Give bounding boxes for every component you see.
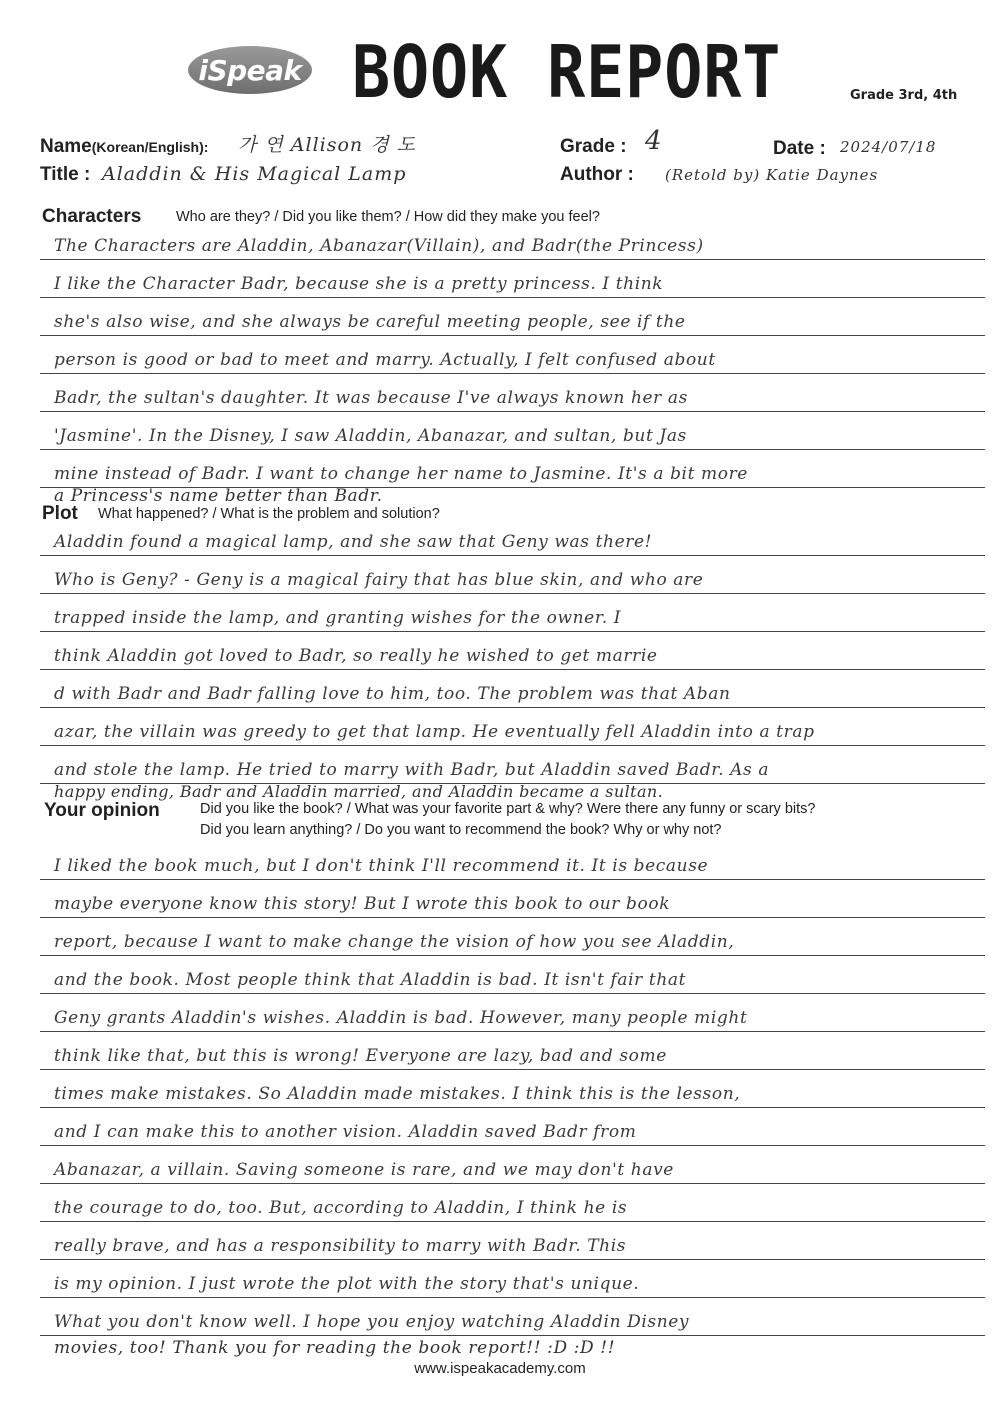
answer-line xyxy=(40,746,985,784)
answer-text: Aladdin found a magical lamp, and she saw that Geny was there! xyxy=(54,532,653,552)
answer-line xyxy=(40,298,985,336)
answer-text: Abanazar, a villain. Saving someone is rare, and we may don't have xyxy=(54,1160,674,1180)
answer-line xyxy=(40,632,985,670)
opinion-prompt-1: Did you like the book? / What was your favorite part & why? Were there any funny or scary bits? xyxy=(200,801,816,817)
grade-value: 4 xyxy=(645,126,663,156)
answer-line xyxy=(40,260,985,298)
answer-line xyxy=(40,336,985,374)
answer-line xyxy=(40,1184,985,1222)
answer-line xyxy=(40,594,985,632)
plot-prompt: What happened? / What is the problem and solution? xyxy=(98,506,440,522)
answer-line xyxy=(40,708,985,746)
grade-label: Grade : xyxy=(560,136,627,157)
answer-text: think like that, but this is wrong! Everyone are lazy, bad and some xyxy=(54,1046,667,1066)
opinion-section-title: Your opinion xyxy=(44,800,160,821)
plot-section-title: Plot xyxy=(42,503,78,524)
name-value: 가 연 Allison 경 도 xyxy=(238,134,416,156)
author-value: (Retold by) Katie Daynes xyxy=(665,166,879,184)
answer-line xyxy=(40,556,985,594)
name-label xyxy=(40,136,208,158)
answer-text: d with Badr and Badr falling love to him, too. The problem was that Aban xyxy=(54,684,731,704)
name-label-text: Name xyxy=(40,136,92,157)
answer-text: times make mistakes. So Aladdin made mistakes. I think this is the lesson, xyxy=(54,1084,741,1104)
answer-line xyxy=(40,670,985,708)
name-sublabel: (Korean/English): xyxy=(91,139,209,155)
page-title: BOOK REPORT xyxy=(352,30,782,114)
answer-text: trapped inside the lamp, and granting wishes for the owner. I xyxy=(54,608,622,628)
answer-text: What you don't know well. I hope you enjoy watching Aladdin Disney xyxy=(54,1312,690,1332)
title-label: Title : xyxy=(40,164,91,185)
title-value: Aladdin & His Magical Lamp xyxy=(102,163,407,185)
answer-text: Geny grants Aladdin's wishes. Aladdin is bad. However, many people might xyxy=(54,1008,748,1028)
answer-text: and the book. Most people think that Aladdin is bad. It isn't fair that xyxy=(54,970,687,990)
answer-text: azar, the villain was greedy to get that lamp. He eventually fell Aladdin into a trap xyxy=(54,722,815,742)
answer-line xyxy=(40,956,985,994)
answer-text: report, because I want to make change the vision of how you see Aladdin, xyxy=(54,932,735,952)
answer-line xyxy=(40,1032,985,1070)
answer-text: think Aladdin got loved to Badr, so really he wished to get marrie xyxy=(54,646,658,666)
answer-line xyxy=(40,1108,985,1146)
opinion-last-line xyxy=(54,1338,974,1358)
answer-text: a Princess's name better than Badr. xyxy=(54,486,383,506)
answer-line xyxy=(40,1070,985,1108)
answer-text: is my opinion. I just wrote the plot with the story that's unique. xyxy=(54,1274,640,1294)
answer-text: mine instead of Badr. I want to change her name to Jasmine. It's a bit more xyxy=(54,464,748,484)
characters-overflow-line xyxy=(54,486,954,506)
plot-overflow-line xyxy=(54,782,994,801)
answer-line xyxy=(40,374,985,412)
answer-line xyxy=(40,880,985,918)
answer-line xyxy=(40,222,985,260)
answer-text: the courage to do, too. But, according to Aladdin, I think he is xyxy=(54,1198,628,1218)
answer-text: 'Jasmine'. In the Disney, I saw Aladdin, Abanazar, and sultan, but Jas xyxy=(54,426,687,446)
opinion-answer-lines xyxy=(40,842,985,1336)
opinion-prompt-2: Did you learn anything? / Do you want to recommend the book? Why or why not? xyxy=(200,822,722,838)
answer-line xyxy=(40,1222,985,1260)
answer-line xyxy=(40,994,985,1032)
answer-text: she's also wise, and she always be careful meeting people, see if the xyxy=(54,312,686,332)
answer-text: happy ending, Badr and Aladdin married, and Aladdin became a sultan. xyxy=(54,782,664,801)
characters-prompt: Who are they? / Did you like them? / How did they make you feel? xyxy=(176,209,600,225)
answer-line xyxy=(40,518,985,556)
date-value: 2024/07/18 xyxy=(840,138,937,156)
answer-text: really brave, and has a responsibility to marry with Badr. This xyxy=(54,1236,627,1256)
answer-text: Badr, the sultan's daughter. It was because I've always known her as xyxy=(54,388,688,408)
answer-text: maybe everyone know this story! But I wrote this book to our book xyxy=(54,894,671,914)
answer-line xyxy=(40,1298,985,1336)
answer-text: The Characters are Aladdin, Abanazar(Villain), and Badr(the Princess) xyxy=(54,236,704,256)
answer-line xyxy=(40,450,985,488)
grade-range-tag: Grade 3rd, 4th xyxy=(850,88,958,103)
answer-text: I liked the book much, but I don't think I'll recommend it. It is because xyxy=(54,856,709,876)
answer-line xyxy=(40,1146,985,1184)
plot-answer-lines xyxy=(40,518,985,784)
answer-text: I like the Character Badr, because she is a pretty princess. I think xyxy=(54,274,664,294)
characters-answer-lines xyxy=(40,222,985,488)
footer-website: www.ispeakacademy.com xyxy=(414,1360,586,1377)
answer-text: and stole the lamp. He tried to marry with Badr, but Aladdin saved Badr. As a xyxy=(54,760,770,780)
answer-line xyxy=(40,412,985,450)
answer-text: person is good or bad to meet and marry. Actually, I felt confused about xyxy=(54,350,716,370)
answer-text: Who is Geny? - Geny is a magical fairy that has blue skin, and who are xyxy=(54,570,704,590)
answer-line xyxy=(40,842,985,880)
answer-text: and I can make this to another vision. Aladdin saved Badr from xyxy=(54,1122,637,1142)
answer-line xyxy=(40,918,985,956)
answer-text: movies, too! Thank you for reading the book report!! :D :D !! xyxy=(54,1338,616,1358)
characters-section-title: Characters xyxy=(42,206,142,227)
author-label: Author : xyxy=(560,164,634,185)
date-label: Date : xyxy=(773,138,826,159)
answer-line xyxy=(40,1260,985,1298)
ispeak-logo: iSpeak xyxy=(188,46,312,94)
